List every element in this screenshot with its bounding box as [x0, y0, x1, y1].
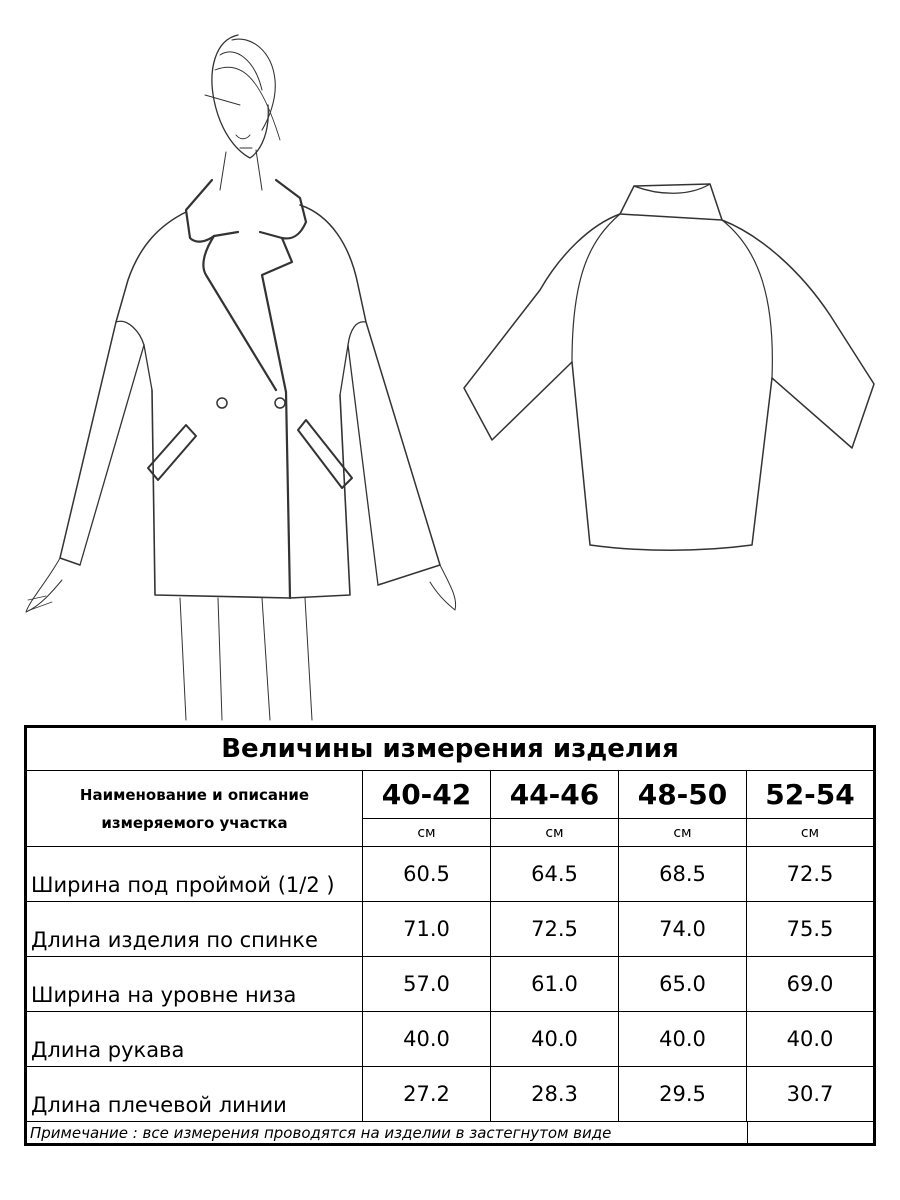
table-row [27, 1067, 873, 1122]
size-header-40-42 [362, 771, 490, 846]
table-row [27, 957, 873, 1012]
unit-label: см [417, 824, 436, 841]
table-note: Примечание : все измерения проводятся на изделии в застегнутом виде [30, 1123, 612, 1142]
size-label: 48-50 [619, 771, 746, 819]
size-header-48-50 [618, 771, 746, 846]
unit-label: см [800, 824, 820, 841]
measurement-name: Ширина на уровне низа [31, 983, 297, 1007]
measurement-value: 28.3 [490, 1067, 618, 1121]
unit-label: см [545, 824, 564, 841]
table-title: Величины измерения изделия [221, 734, 679, 764]
measurement-value: 40.0 [362, 1012, 490, 1066]
measurement-value: 75.5 [746, 902, 873, 956]
measurement-value: 72.5 [746, 847, 873, 901]
measurement-value: 57.0 [362, 957, 490, 1011]
measurement-name: Ширина под проймой (1/2 ) [31, 873, 335, 897]
measurement-value: 60.5 [362, 847, 490, 901]
measurement-value: 30.7 [746, 1067, 873, 1121]
measurement-name: Длина изделия по спинке [31, 928, 318, 952]
measurement-value: 61.0 [490, 957, 618, 1011]
measurement-value: 64.5 [490, 847, 618, 901]
size-header-44-46 [490, 771, 618, 846]
table-title-row [27, 728, 873, 771]
measurement-value: 40.0 [490, 1012, 618, 1066]
measurement-value: 71.0 [362, 902, 490, 956]
size-label: 40-42 [363, 771, 490, 819]
measurement-value: 29.5 [618, 1067, 746, 1121]
header-label-line1: Наименование и описание [79, 785, 310, 804]
measurement-value: 69.0 [746, 957, 873, 1011]
measurement-value: 72.5 [490, 902, 618, 956]
measurement-value: 40.0 [746, 1012, 873, 1066]
unit-label: см [673, 824, 692, 841]
size-header-52-54 [746, 771, 873, 846]
header-label-line2: измеряемого участка [101, 813, 288, 832]
measurement-value: 74.0 [618, 902, 746, 956]
measurement-name-header [27, 771, 362, 846]
size-label: 52-54 [747, 771, 873, 819]
table-header-row [27, 771, 873, 847]
table-row [27, 902, 873, 957]
size-label: 44-46 [491, 771, 618, 819]
measurement-name: Длина плечевой линии [31, 1093, 287, 1117]
measurement-value: 27.2 [362, 1067, 490, 1121]
coat-front-view [26, 35, 456, 720]
measurement-value: 65.0 [618, 957, 746, 1011]
measurements-table [24, 725, 876, 1146]
coat-back-view [464, 184, 874, 550]
table-row [27, 847, 873, 902]
measurement-value: 68.5 [618, 847, 746, 901]
table-row [27, 1012, 873, 1067]
measurement-value: 40.0 [618, 1012, 746, 1066]
measurement-name: Длина рукава [31, 1038, 185, 1062]
note-empty-cell [747, 1122, 873, 1143]
table-note-row [27, 1122, 873, 1143]
